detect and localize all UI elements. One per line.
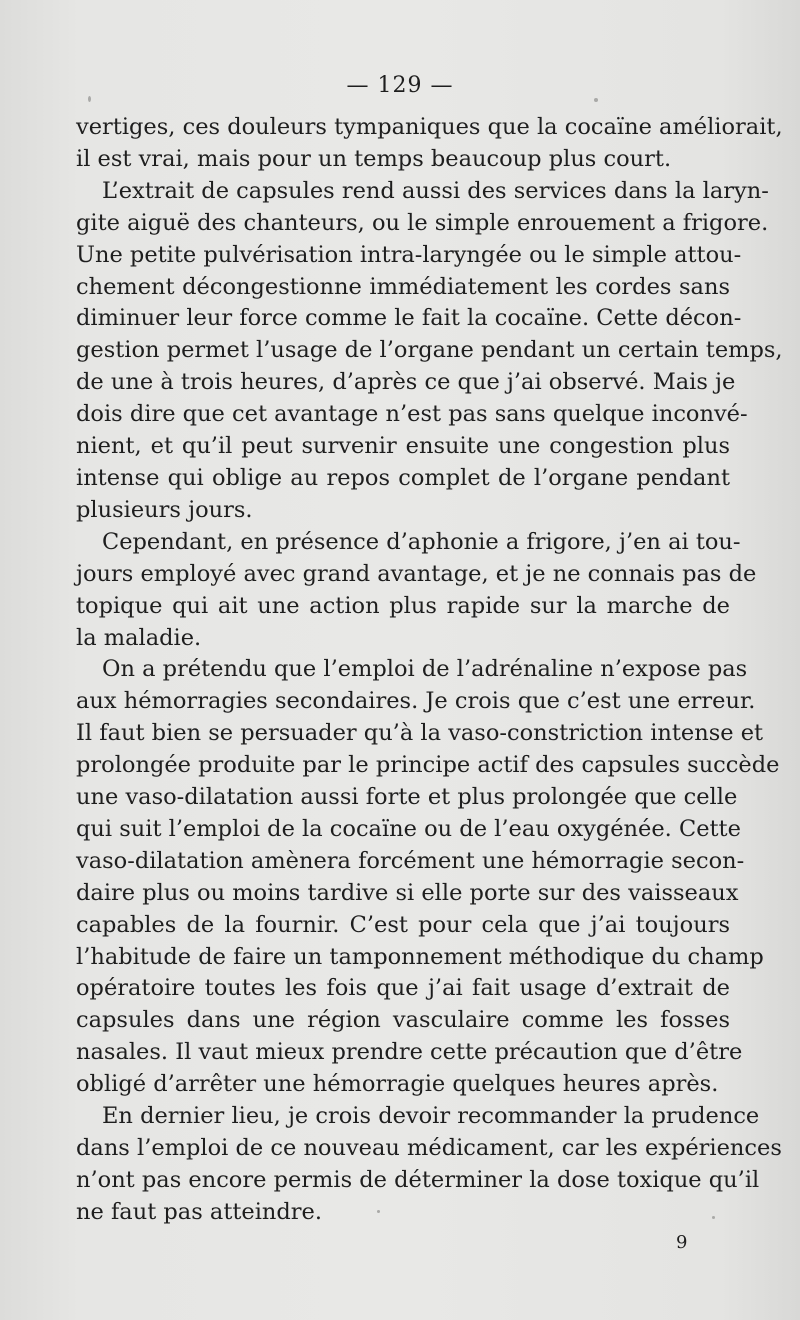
text-line: qui suit l’emploi de la cocaïne ou de l’eau oxygénée. Cette: [76, 815, 741, 842]
text-line: nasales. Il vaut mieux prendre cette précaution que d’être: [76, 1039, 743, 1066]
text-line: vaso-dilatation amènera forcément une hémorragie secon-: [76, 847, 745, 874]
text-line: On a prétendu que l’emploi de l’adrénaline n’expose pas: [102, 656, 748, 683]
signature-mark: 9: [676, 1232, 688, 1253]
text-line: la maladie.: [76, 624, 202, 651]
text-line: En dernier lieu, je crois devoir recommander la prudence: [102, 1103, 760, 1130]
body-text: [76, 112, 783, 1229]
text-line: opératoire toutes les fois que j’ai fait usage d’extrait de: [76, 975, 730, 1002]
text-line: L’extrait de capsules rend aussi des services dans la laryn-: [102, 177, 769, 204]
text-line: de une à trois heures, d’après ce que j’ai observé. Mais je: [76, 369, 736, 396]
text-line: topique qui ait une action plus rapide sur la marche de: [76, 592, 730, 619]
text-line: gestion permet l’usage de l’organe pendant un certain temps,: [76, 337, 783, 364]
paper-speck: [594, 98, 598, 102]
text-line: dans l’emploi de ce nouveau médicament, car les expériences: [76, 1135, 782, 1161]
paragraph: [76, 112, 783, 176]
page-number: — 129 —: [346, 73, 454, 98]
paper-speck: [377, 1210, 380, 1213]
text-line: capables de la fournir. C’est pour cela que j’ai toujours: [76, 911, 730, 938]
text-line: diminuer leur force comme le fait la cocaïne. Cette décon-: [76, 305, 742, 332]
paragraph: [76, 527, 757, 655]
text-line: une vaso-dilatation aussi forte et plus prolongée que celle: [76, 784, 738, 811]
text-line: aux hémorragies secondaires. Je crois que c’est une erreur.: [76, 688, 756, 715]
text-line: prolongée produite par le principe actif des capsules succède: [76, 752, 780, 779]
paragraph: [76, 654, 780, 1101]
text-line: gite aiguë des chanteurs, ou le simple enrouement a frigore.: [76, 209, 769, 236]
text-line: intense qui oblige au repos complet de l’organe pendant: [76, 464, 730, 491]
text-line: daire plus ou moins tardive si elle porte sur des vaisseaux: [76, 879, 739, 906]
text-line: jours employé avec grand avantage, et je ne connais pas de: [76, 560, 757, 587]
text-line: vertiges, ces douleurs tympaniques que la cocaïne améliorait,: [76, 114, 783, 140]
text-line: capsules dans une région vasculaire comme les fosses: [76, 1007, 730, 1034]
text-line: plusieurs jours.: [76, 496, 253, 523]
paragraph: [76, 176, 783, 527]
text-line: Cependant, en présence d’aphonie a frigore, j’en ai tou-: [102, 528, 741, 555]
text-line: il est vrai, mais pour un temps beaucoup plus court.: [76, 145, 672, 172]
text-line: Il faut bien se persuader qu’à la vaso-constriction intense et: [76, 720, 764, 747]
text-line: chement décongestionne immédiatement les cordes sans: [76, 273, 730, 300]
text-line: Une petite pulvérisation intra-laryngée ou le simple attou-: [76, 241, 742, 268]
paper-speck: [88, 96, 91, 102]
text-line: nient, et qu’il peut survenir ensuite une congestion plus: [76, 433, 730, 460]
text-line: l’habitude de faire un tamponnement méthodique du champ: [76, 943, 764, 970]
paragraph: [76, 1101, 782, 1229]
text-line: n’ont pas encore permis de déterminer la dose toxique qu’il: [76, 1166, 760, 1193]
text-line: ne faut pas atteindre.: [76, 1198, 323, 1225]
paper-speck: [712, 1216, 715, 1219]
text-line: obligé d’arrêter une hémorragie quelques heures après.: [76, 1071, 719, 1098]
text-line: dois dire que cet avantage n’est pas sans quelque inconvé-: [76, 401, 748, 428]
